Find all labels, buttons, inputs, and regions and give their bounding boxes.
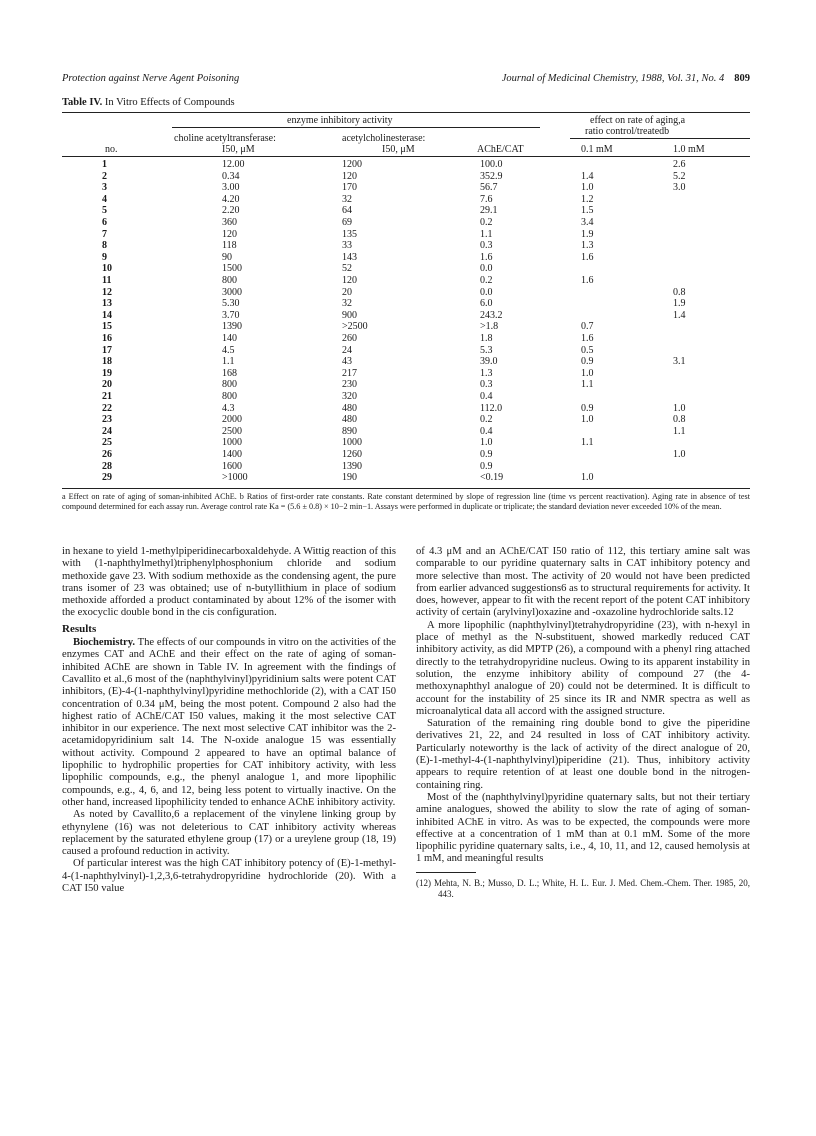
cell-ache-i50: 480 — [342, 402, 357, 414]
cell-ratio: 1.0 — [480, 437, 493, 449]
right-paragraph-2: A more lipophilic (naphthylvinyl)tetrahydropyridine (23), with n-hexyl in place of methyl as the N-substituent, showed markedly reduced CAT inhibitory activity, as did MPTP (26), a compound with a phenyl ring attached directly to the tetrahydropyridine nucleus. Owing to its apparent instability in solution, the enzyme inhibitory ability of compound 27 (the 4-methoxynaphthyl analogue of 20) could not be determined. It is difficult to account for the instability of 25 since its IR and NMR spectra as well as microanalytical data all accord with the assigned structure. — [416, 619, 750, 717]
cell-aging-10: 1.1 — [673, 425, 686, 437]
cell-cat-i50: 0.34 — [222, 170, 240, 182]
cell-ratio: 0.4 — [480, 425, 493, 437]
cell-ratio: <0.19 — [480, 472, 504, 484]
cell-cat-i50: 1400 — [222, 449, 242, 460]
cell-ratio: 56.7 — [480, 182, 498, 194]
cell-cat-i50: 1600 — [222, 460, 242, 472]
cell-ache-i50: 52 — [342, 263, 352, 275]
cell-ache-i50: 900 — [342, 309, 357, 321]
cell-cat-i50: 1390 — [222, 321, 242, 333]
cell-ache-i50: 320 — [342, 391, 357, 402]
cell-cat-i50: 1.1 — [222, 356, 235, 368]
left-paragraph-1: in hexane to yield 1-methylpiperidinecarboxaldehyde. A Wittig reaction of this with (1-naphthylmethyl)triphenylphosphonium chloride and sodium methoxide gave 23. With sodium methoxide as the condensing agent, the pure trans isomer of 23 was obtained; use of n-butyllithium in place of sodium methoxide afforded a product contaminated by about 12% of the isomer with the exocyclic double bond in the cis configuration. — [62, 546, 396, 619]
cell-aging-01: 3.4 — [581, 217, 594, 228]
cell-aging-10: 0.8 — [673, 414, 686, 426]
header-ratio: AChE/CAT — [477, 144, 524, 155]
header-aging-2: ratio control/treatedb — [585, 126, 670, 137]
cell-no: 15 — [102, 321, 112, 333]
cell-aging-10: 0.8 — [673, 286, 686, 298]
cell-no: 13 — [102, 298, 112, 310]
cell-no: 7 — [102, 228, 107, 240]
cell-ratio: 1.1 — [480, 228, 493, 240]
cell-ratio: 6.0 — [480, 298, 493, 310]
table-top-rule — [62, 112, 750, 113]
cell-ratio: 0.9 — [480, 460, 493, 472]
cell-ache-i50: 143 — [342, 251, 357, 263]
cell-ache-i50: 120 — [342, 170, 357, 182]
header-ache-2: I50, μM — [382, 144, 415, 155]
table-bottom-rule — [62, 488, 750, 489]
cell-no: 14 — [102, 309, 112, 321]
header-no: no. — [105, 144, 118, 155]
cell-ratio: 243.2 — [480, 309, 503, 321]
cell-ache-i50: 1000 — [342, 437, 362, 449]
cell-ratio: 0.3 — [480, 379, 493, 391]
cell-no: 1 — [102, 159, 107, 170]
cell-ratio: 100.0 — [480, 159, 503, 170]
reference-12: (12) Mehta, N. B.; Musso, D. L.; White, H. L. Eur. J. Med. Chem.-Chem. Ther. 1985, 20, 443. — [416, 877, 750, 899]
cell-cat-i50: 120 — [222, 228, 237, 240]
cell-no: 5 — [102, 205, 107, 217]
cell-ache-i50: 1390 — [342, 460, 362, 472]
enzyme-group-rule — [172, 127, 540, 128]
cell-no: 21 — [102, 391, 112, 402]
cell-cat-i50: 360 — [222, 217, 237, 228]
cell-aging-01: 1.5 — [581, 205, 594, 217]
cell-no: 17 — [102, 344, 112, 356]
journal-name: Journal of Medicinal Chemistry, 1988, Vol. 31, No. 4 — [501, 73, 725, 84]
cell-aging-10: 1.9 — [673, 298, 686, 310]
subsection-biochemistry: Biochemistry. — [73, 637, 136, 649]
header-cat-2: I50, μM — [222, 144, 255, 155]
table-footnote: a Effect on rate of aging of soman-inhibited AChE. b Ratios of first-order rate constants. Rate constant determined by slope of regression line (time vs percent reactivation). Aging rate in absence of test compound determined for each assay run. Average control rate Ka = (5.6 ± 0.8) × 10−2 min−1. Assays were performed in duplicate or triplicate; the standard deviation never exceeded 10% of the mean. — [62, 492, 750, 512]
cell-aging-01: 1.0 — [581, 367, 594, 379]
cell-no: 6 — [102, 217, 107, 228]
cell-aging-10: 2.6 — [673, 159, 686, 170]
table-title: In Vitro Effects of Compounds — [104, 97, 235, 108]
right-paragraph-3: Saturation of the remaining ring double bond to give the piperidine derivatives 21, 22, and 24 resulted in loss of CAT inhibitory activity. Particularly noteworthy is the lack of activity of the direct analogue of 20, (E)-1-methyl-4-(1-naphthylvinyl)piperidine (21). Thus, inhibitory activity appears to require retention of at least one double bond in the nitrogen-containing ring. — [416, 718, 750, 791]
cell-ache-i50: 1260 — [342, 449, 362, 460]
cell-aging-10: 1.4 — [673, 309, 686, 321]
cell-ache-i50: 24 — [342, 344, 352, 356]
cell-aging-01: 0.9 — [581, 356, 594, 368]
cell-aging-01: 0.5 — [581, 344, 594, 356]
cell-ache-i50: 480 — [342, 414, 357, 426]
cell-ache-i50: 64 — [342, 205, 352, 217]
header-01mm: 0.1 mM — [581, 144, 613, 155]
cell-ache-i50: 43 — [342, 356, 352, 368]
cell-aging-01: 0.9 — [581, 402, 594, 414]
cell-ache-i50: 217 — [342, 367, 357, 379]
cell-ache-i50: 33 — [342, 240, 352, 252]
cell-cat-i50: 5.30 — [222, 298, 240, 310]
cell-cat-i50: 800 — [222, 379, 237, 391]
cell-cat-i50: 2.20 — [222, 205, 240, 217]
cell-ratio: 0.0 — [480, 263, 493, 275]
cell-ratio: 29.1 — [480, 205, 498, 217]
aging-group-rule — [570, 138, 750, 139]
cell-no: 19 — [102, 367, 112, 379]
cell-no: 26 — [102, 449, 112, 460]
cell-ache-i50: 32 — [342, 298, 352, 310]
journal-citation — [502, 73, 750, 84]
header-bottom-rule — [62, 156, 750, 157]
right-paragraph-1: of 4.3 μM and an AChE/CAT I50 ratio of 112, this tertiary amine salt was comparable to our pyridine quaternary salts in CAT inhibitory potency and more selective than most. The activity of 20 would not have been predicted from earlier advanced suggestions6 as to structural requirements for activity. It does, however, appear to fit with the recent report of the potent CAT inhibitory activity of certain (arylvinyl)oxazine and -oxazoline hydrochloride salts.12 — [416, 546, 750, 619]
header-ache-1: acetylcholinesterase: — [342, 133, 426, 144]
running-title: Protection against Nerve Agent Poisoning — [62, 73, 240, 84]
cell-cat-i50: 12.00 — [222, 159, 245, 170]
cell-aging-01: 1.0 — [581, 414, 594, 426]
cell-aging-10: 3.1 — [673, 356, 686, 368]
cell-ache-i50: 69 — [342, 217, 352, 228]
cell-cat-i50: >1000 — [222, 472, 248, 484]
cell-ache-i50: 20 — [342, 286, 352, 298]
cell-aging-01: 1.1 — [581, 437, 594, 449]
cell-ache-i50: 890 — [342, 425, 357, 437]
right-paragraph-4: Most of the (naphthylvinyl)pyridine quaternary salts, but not their tertiary amine analogues, showed the ability to slow the rate of aging of soman-inhibited AChE in vitro. As was to be expected, the compounds were more effective at a concentration of 1 mM than at 0.1 mM. Some of the more lipophilic pyridine quaternary salts, i.e., 4, 10, 11, and 12, caused hemolysis at 1 mM, and meaningful results — [416, 791, 750, 865]
cell-aging-10: 5.2 — [673, 170, 686, 182]
cell-ache-i50: 190 — [342, 472, 357, 484]
table-label: Table IV. — [62, 97, 103, 108]
cell-no: 28 — [102, 460, 112, 472]
cell-cat-i50: 118 — [222, 240, 237, 252]
cell-ratio: >1.8 — [480, 321, 499, 333]
cell-ratio: 1.6 — [480, 251, 493, 263]
left-paragraph-2 — [62, 637, 396, 809]
cell-no: 3 — [102, 182, 107, 194]
cell-ratio: 39.0 — [480, 356, 498, 368]
cell-ratio: 0.0 — [480, 286, 493, 298]
cell-ratio: 5.3 — [480, 344, 493, 356]
cell-aging-01: 1.6 — [581, 251, 594, 263]
cell-aging-10: 3.0 — [673, 182, 686, 194]
cell-no: 29 — [102, 472, 112, 484]
cell-ratio: 1.8 — [480, 333, 493, 344]
cell-aging-01: 1.9 — [581, 228, 594, 240]
cell-aging-01: 1.1 — [581, 379, 594, 391]
cell-no: 24 — [102, 425, 112, 437]
cell-no: 9 — [102, 251, 107, 263]
left-paragraph-3: As noted by Cavallito,6 a replacement of the vinylene linking group by ethynylene (16) was not deleterious to CAT inhibitory activity whereas replacement by the saturated ethylene group (17) or a ureylene group (18, 19) caused a profound reduction in activity. — [62, 809, 396, 858]
header-cat-1: choline acetyltransferase: — [174, 133, 276, 144]
left-column — [62, 546, 396, 895]
cell-aging-01: 0.7 — [581, 321, 594, 333]
cell-ratio: 112.0 — [480, 402, 503, 414]
cell-ache-i50: 260 — [342, 333, 357, 344]
cell-ratio: 0.2 — [480, 217, 493, 228]
cell-cat-i50: 3000 — [222, 286, 242, 298]
cell-aging-01: 1.0 — [581, 182, 594, 194]
table-caption — [62, 97, 235, 108]
section-heading-results: Results — [62, 622, 97, 635]
cell-aging-01: 1.2 — [581, 193, 594, 205]
cell-cat-i50: 4.3 — [222, 402, 235, 414]
cell-ratio: 0.2 — [480, 275, 493, 286]
cell-cat-i50: 1500 — [222, 263, 242, 275]
cell-ache-i50: 1200 — [342, 159, 362, 170]
cell-no: 4 — [102, 193, 107, 205]
cell-cat-i50: 4.20 — [222, 193, 240, 205]
cell-cat-i50: 1000 — [222, 437, 242, 449]
cell-cat-i50: 3.00 — [222, 182, 240, 194]
left-paragraph-4: Of particular interest was the high CAT inhibitory potency of (E)-1-methyl-4-(1-naphthylvinyl)-1,2,3,6-tetrahydropyridine hydrochloride (20). With a CAT I50 value — [62, 858, 396, 895]
cell-no: 8 — [102, 240, 107, 252]
cell-aging-01: 1.3 — [581, 240, 594, 252]
cell-cat-i50: 90 — [222, 251, 232, 263]
cell-ache-i50: 135 — [342, 228, 357, 240]
cell-ache-i50: >2500 — [342, 321, 368, 333]
cell-no: 20 — [102, 379, 112, 391]
running-header — [62, 73, 750, 87]
cell-aging-01: 1.4 — [581, 170, 594, 182]
cell-ache-i50: 230 — [342, 379, 357, 391]
cell-ratio: 1.3 — [480, 367, 493, 379]
cell-aging-01: 1.0 — [581, 472, 594, 484]
cell-ratio: 0.3 — [480, 240, 493, 252]
cell-ache-i50: 170 — [342, 182, 357, 194]
cell-ratio: 0.2 — [480, 414, 493, 426]
cell-no: 23 — [102, 414, 112, 426]
right-column — [416, 546, 750, 900]
cell-ratio: 0.9 — [480, 449, 493, 460]
cell-aging-10: 1.0 — [673, 402, 686, 414]
cell-cat-i50: 3.70 — [222, 309, 240, 321]
cell-cat-i50: 800 — [222, 391, 237, 402]
cell-aging-01: 1.6 — [581, 275, 594, 286]
cell-cat-i50: 2000 — [222, 414, 242, 426]
header-10mm: 1.0 mM — [673, 144, 705, 155]
cell-ache-i50: 32 — [342, 193, 352, 205]
cell-ratio: 7.6 — [480, 193, 493, 205]
cell-cat-i50: 4.5 — [222, 344, 235, 356]
cell-ratio: 0.4 — [480, 391, 493, 402]
cell-aging-10: 1.0 — [673, 449, 686, 460]
cell-cat-i50: 140 — [222, 333, 237, 344]
cell-no: 25 — [102, 437, 112, 449]
left-paragraph-2-text: The effects of our compounds in vitro on the activities of the enzymes CAT and AChE and their effect on the rate of aging of soman-inhibited AChE are shown in Table IV. In agreement with the findings of Cavallito et al.,6 most of the (naphthylvinyl)pyridinium salts were potent CAT inhibitors, (E)-4-(1-naphthylvinyl)pyridine methochloride (2), with a CAT I50 concentration of 0.34 μM, being the most potent. Compound 2 also had the highest ratio of AChE/CAT I50 values, making it the most selective CAT inhibitor in our experience. The next most selective CAT inhibitor was the 2-acetamidopyridinium salt 14. The N-oxide analogue 15 was essentially without activity. Compound 2 appeared to have an optimal balance of lipophilic to hydrophilic properties for CAT inhibitory activity, with less lipophilic compounds, e.g., the phenyl analogue 1, and more lipophilic compounds, e.g., 4, 6, and 12, being less potent to virtually inactive. On the other hand, increased lipophilicity tended to enhance AChE inhibitory activity. — [62, 637, 396, 808]
reference-rule — [416, 872, 476, 873]
cell-ache-i50: 120 — [342, 275, 357, 286]
cell-aging-01: 1.6 — [581, 333, 594, 344]
cell-no: 2 — [102, 170, 107, 182]
page-number: 809 — [734, 73, 750, 84]
header-aging-1: effect on rate of aging,a — [590, 115, 686, 126]
cell-no: 16 — [102, 333, 112, 344]
cell-cat-i50: 168 — [222, 367, 237, 379]
cell-cat-i50: 800 — [222, 275, 237, 286]
cell-no: 18 — [102, 356, 112, 368]
header-enzyme-activity: enzyme inhibitory activity — [287, 115, 393, 126]
cell-cat-i50: 2500 — [222, 425, 242, 437]
cell-no: 22 — [102, 402, 112, 414]
cell-no: 11 — [102, 275, 112, 286]
cell-no: 12 — [102, 286, 112, 298]
cell-ratio: 352.9 — [480, 170, 503, 182]
cell-no: 10 — [102, 263, 112, 275]
